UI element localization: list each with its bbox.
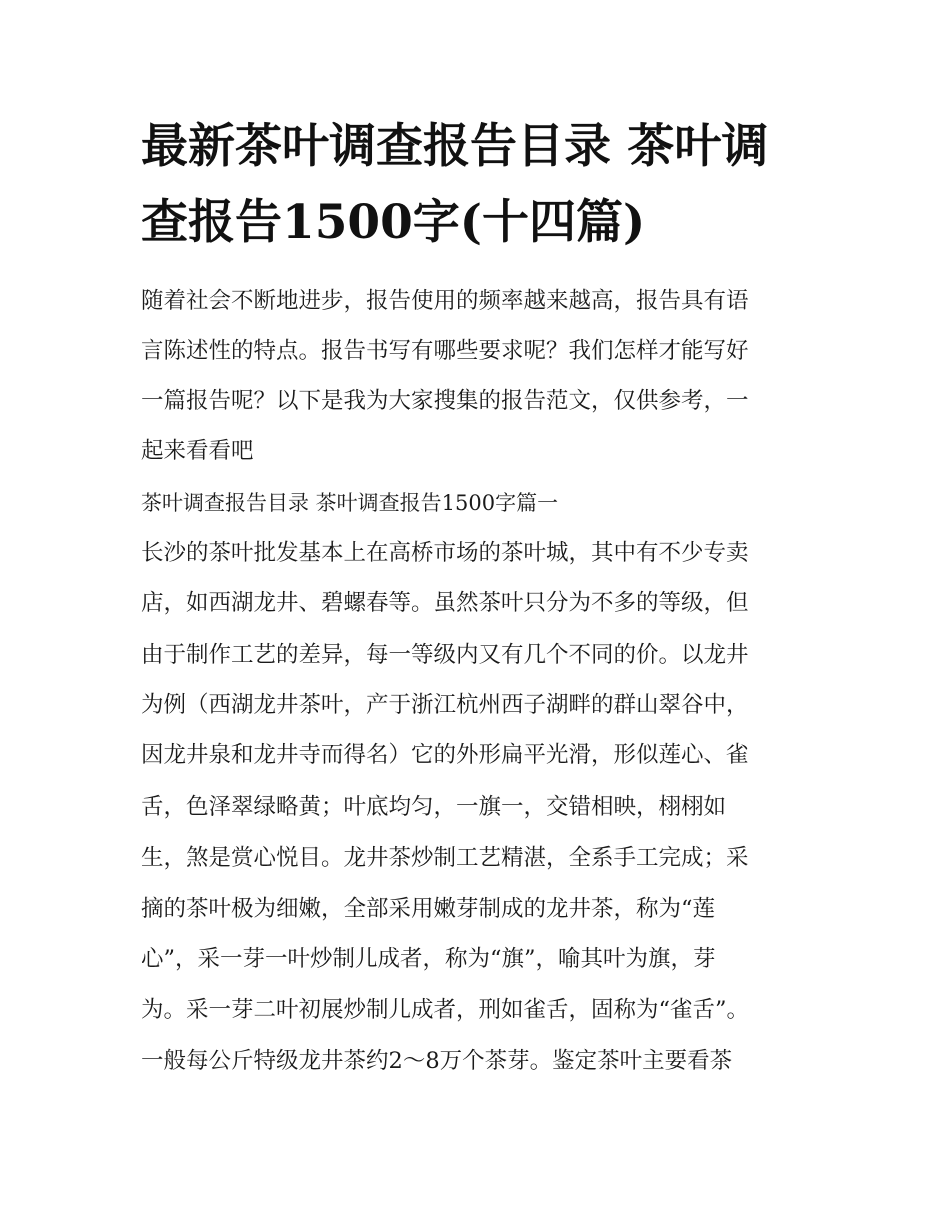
- document-title-line-1: 最新茶叶调查报告目录 茶叶调: [141, 119, 769, 174]
- section-line-9: 心”，采一芽一叶炒制儿成者，称为“旗”，喻其叶为旗，芽: [141, 946, 716, 972]
- section-line-3: 由于制作工艺的差异，每一等级内又有几个不同的价。以龙井: [141, 642, 749, 668]
- document-title-line-2: 查报告1500字(十四篇): [141, 195, 646, 250]
- section-line-2: 店，如西湖龙井、碧螺春等。虽然茶叶只分为不多的等级，但: [141, 590, 749, 616]
- section-heading: 茶叶调查报告目录 茶叶调查报告1500字篇一: [141, 491, 559, 515]
- section-line-11: 一般每公斤特级龙井茶约2～8万个茶芽。鉴定茶叶主要看茶: [141, 1048, 733, 1074]
- section-line-4: 为例（西湖龙井茶叶，产于浙江杭州西子湖畔的群山翠谷中，: [141, 692, 749, 718]
- section-line-5: 因龙井泉和龙井寺而得名）它的外形扁平光滑，形似莲心、雀: [141, 742, 749, 768]
- section-line-6: 舌，色泽翠绿略黄；叶底均匀，一旗一，交错相映，栩栩如: [141, 794, 727, 820]
- intro-line-3: 一篇报告呢？以下是我为大家搜集的报告范文，仅供参考，一: [141, 388, 749, 414]
- section-line-8: 摘的茶叶极为细嫩，全部采用嫩芽制成的龙井茶，称为“莲: [141, 896, 716, 922]
- section-line-1: 长沙的茶叶批发基本上在高桥市场的茶叶城，其中有不少专卖: [141, 540, 749, 566]
- section-line-7: 生，煞是赏心悦目。龙井茶炒制工艺精湛，全系手工完成；采: [141, 845, 749, 871]
- intro-line-2: 言陈述性的特点。报告书写有哪些要求呢？我们怎样才能写好: [141, 338, 749, 364]
- intro-line-4: 起来看看吧: [141, 438, 254, 464]
- section-line-10: 为。采一芽二叶初展炒制儿成者，刑如雀舌，固称为“雀舌”。: [141, 997, 750, 1023]
- intro-line-1: 随着社会不断地进步，报告使用的频率越来越高，报告具有语: [141, 288, 749, 314]
